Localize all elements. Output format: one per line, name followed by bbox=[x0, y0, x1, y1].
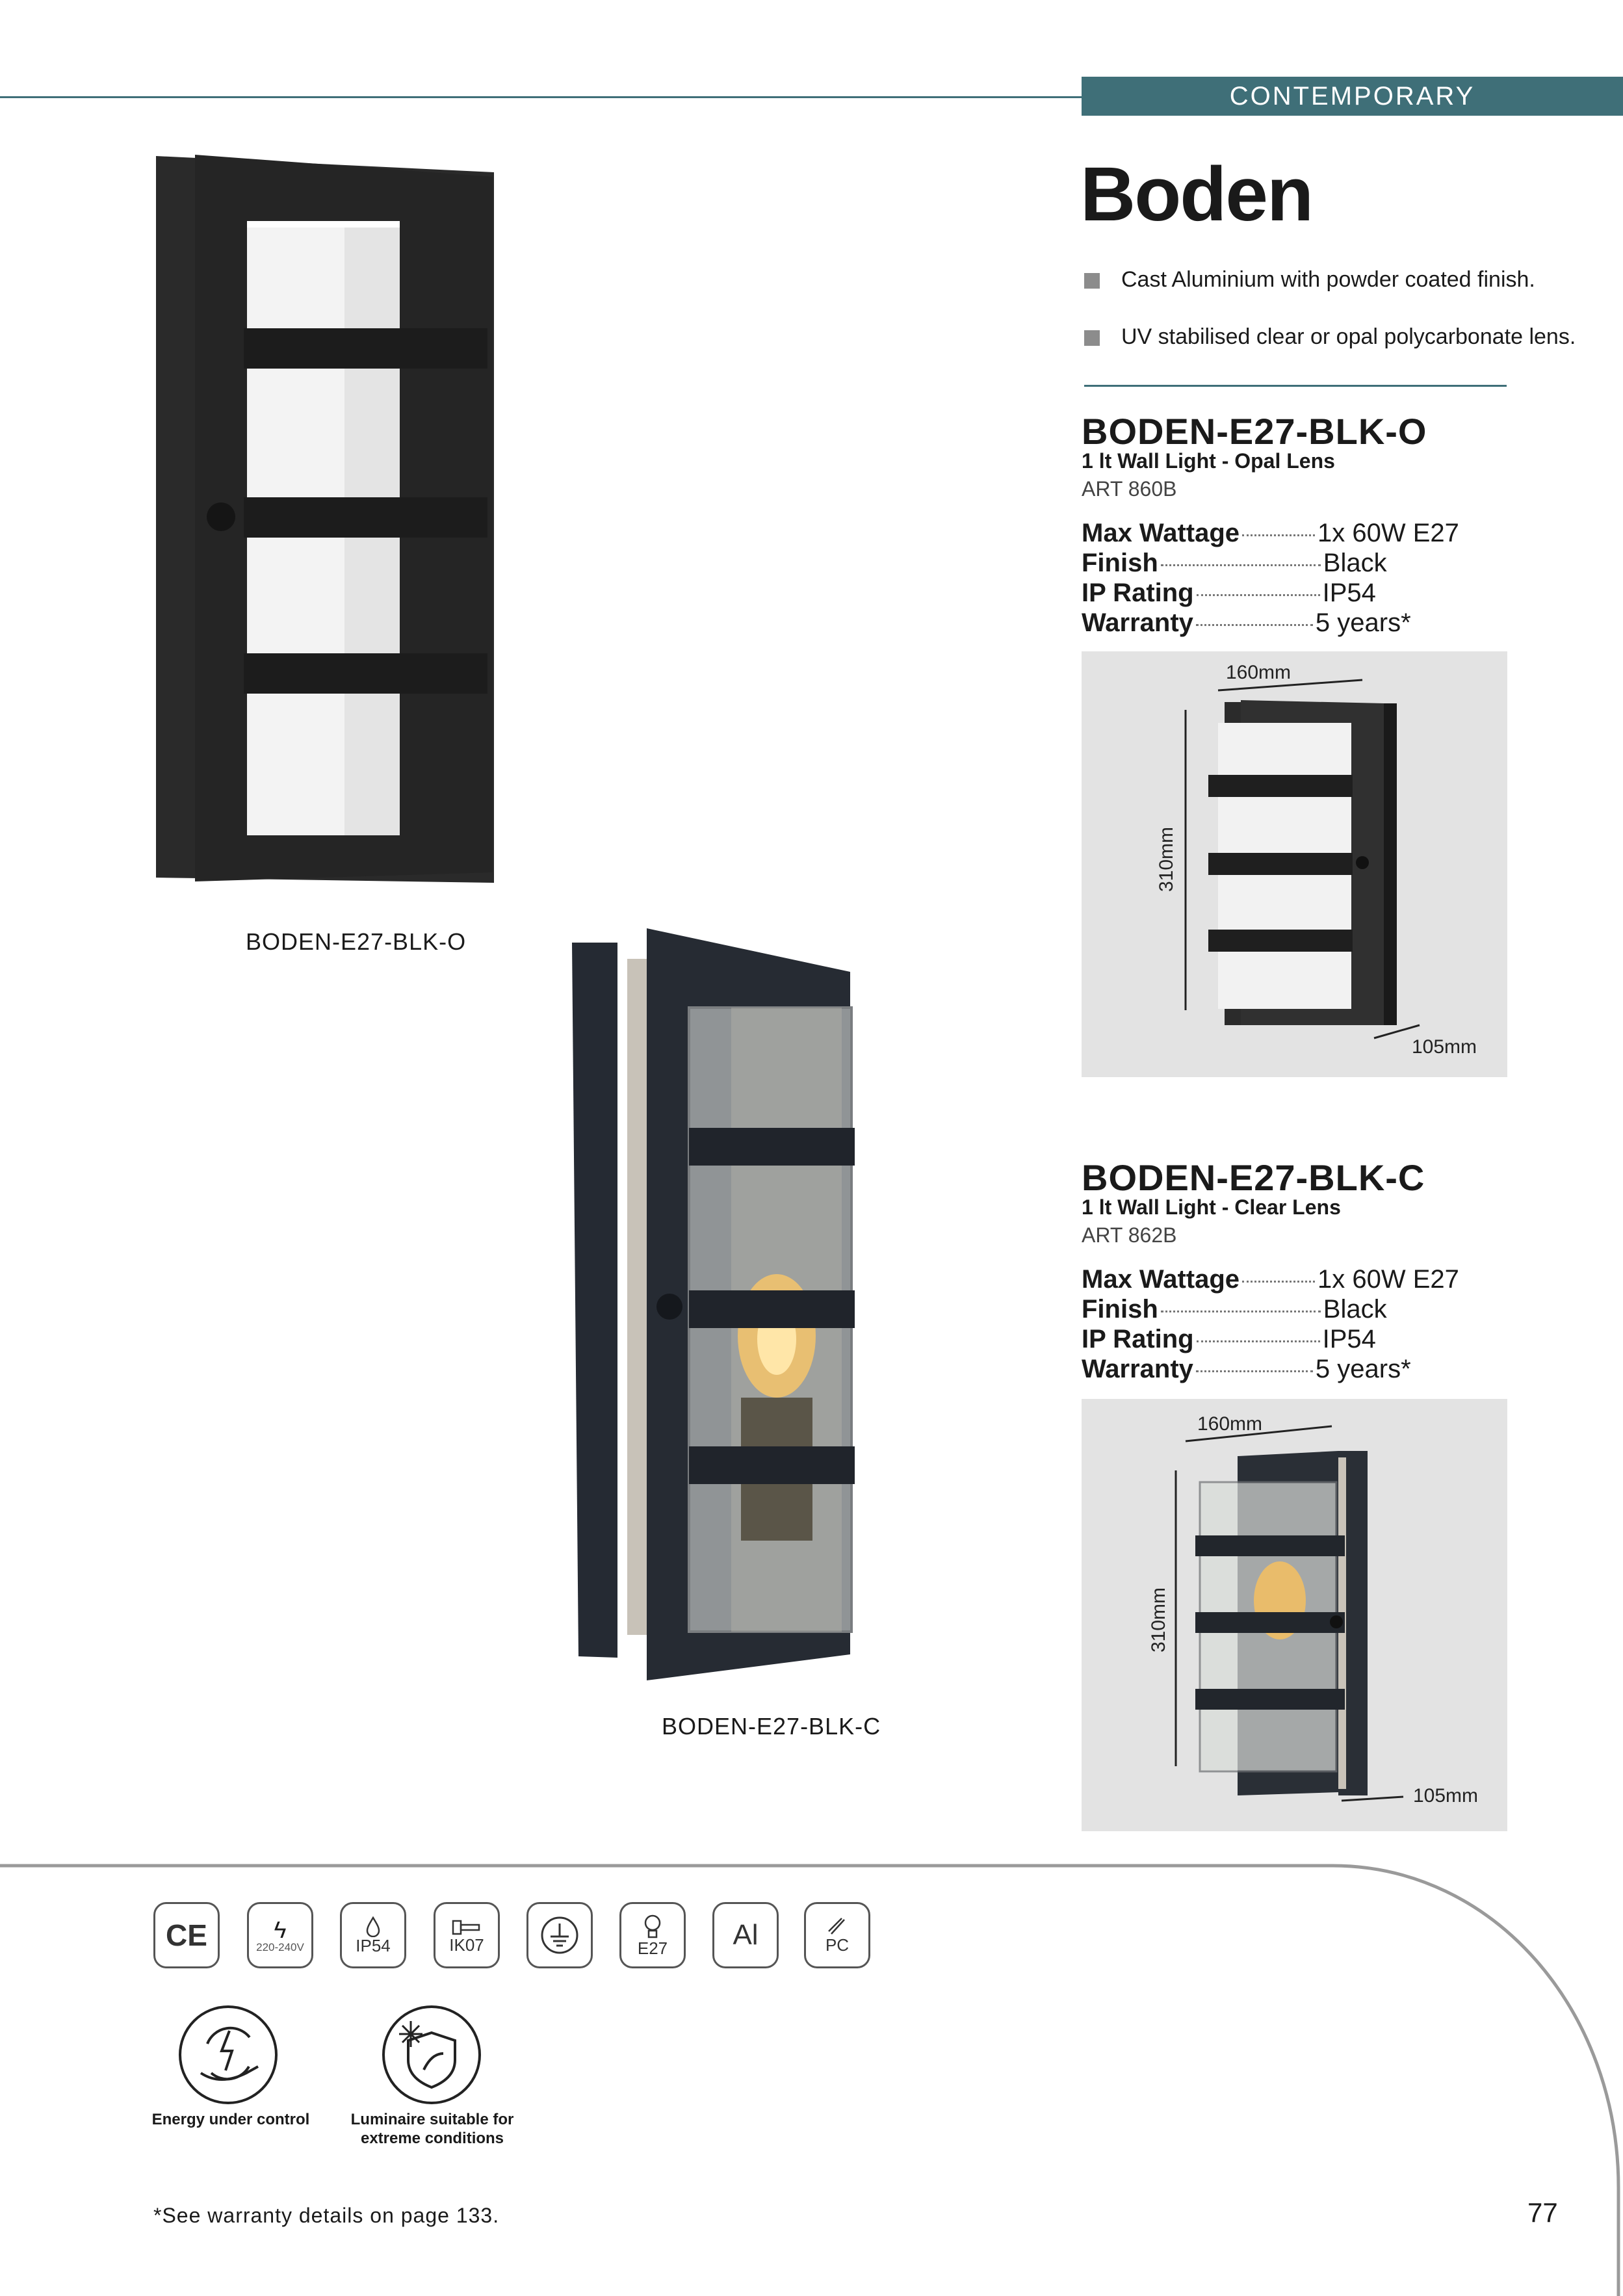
variant-subtitle: 1 lt Wall Light - Clear Lens bbox=[1082, 1195, 1341, 1219]
feature-bullet bbox=[1084, 267, 1604, 293]
product-photo-clear bbox=[565, 923, 955, 1690]
feature-label: Luminaire suitable for extreme conditions bbox=[350, 2111, 514, 2147]
variant-code: BODEN-E27-BLK-O bbox=[1082, 411, 1427, 452]
snowflake-shield-icon bbox=[382, 2005, 481, 2104]
feature-label: Energy under control bbox=[151, 2111, 310, 2128]
dimension-height: 310mm bbox=[1156, 826, 1177, 892]
spec-table bbox=[1082, 518, 1459, 638]
hammer-icon bbox=[452, 1917, 482, 1937]
feature-bullet bbox=[1084, 324, 1604, 350]
cert-earth-ground-icon bbox=[526, 1902, 593, 1968]
leader-dots bbox=[1197, 594, 1320, 596]
leader-dots bbox=[1161, 1311, 1321, 1312]
spec-value: Black bbox=[1323, 1295, 1387, 1324]
cert-ce-mark-icon: CE bbox=[153, 1902, 220, 1968]
feature-text: Cast Aluminium with powder coated finish. bbox=[1121, 267, 1535, 292]
variant-art-number: ART 862B bbox=[1082, 1223, 1177, 1247]
bullet-square-icon bbox=[1084, 273, 1100, 289]
spec-value: 5 years* bbox=[1315, 608, 1411, 637]
leader-dots bbox=[1197, 1340, 1320, 1342]
energy-hand-icon bbox=[179, 2005, 278, 2104]
spec-row-ip-rating bbox=[1082, 578, 1446, 608]
lightning-icon: ϟ bbox=[274, 1916, 287, 1943]
page-number: 77 bbox=[1527, 2197, 1558, 2228]
dimension-diagram-opal bbox=[1082, 651, 1507, 1077]
polycarbonate-icon bbox=[827, 1917, 847, 1937]
cert-voltage-icon: ϟ 220-240V bbox=[247, 1902, 313, 1968]
spec-label: Warranty bbox=[1082, 1355, 1193, 1383]
leader-dots bbox=[1242, 1281, 1315, 1283]
earth-ground-icon bbox=[539, 1914, 580, 1956]
bulb-icon bbox=[643, 1914, 662, 1940]
cert-polycarbonate-icon: PC bbox=[804, 1902, 870, 1968]
warranty-footnote: *See warranty details on page 133. bbox=[153, 2204, 500, 2227]
dimension-width: 160mm bbox=[1226, 662, 1292, 683]
spec-label: IP Rating bbox=[1082, 1325, 1194, 1353]
spec-row-warranty bbox=[1082, 608, 1446, 638]
spec-value: 5 years* bbox=[1315, 1355, 1411, 1383]
photo-caption-opal: BODEN-E27-BLK-O bbox=[246, 928, 467, 955]
category-band: CONTEMPORARY bbox=[1082, 77, 1623, 116]
leader-dots bbox=[1242, 534, 1315, 536]
feature-text: UV stabilised clear or opal polycarbonate lens. bbox=[1121, 324, 1576, 349]
spec-label: Finish bbox=[1082, 1295, 1158, 1324]
product-title: Boden bbox=[1080, 151, 1313, 237]
dimension-height: 310mm bbox=[1148, 1587, 1169, 1652]
spec-value: IP54 bbox=[1322, 1325, 1376, 1353]
header-rule bbox=[0, 96, 1082, 98]
variant-art-number: ART 860B bbox=[1082, 477, 1177, 501]
dimension-depth: 105mm bbox=[1413, 1785, 1479, 1807]
photo-caption-clear: BODEN-E27-BLK-C bbox=[662, 1713, 881, 1740]
description-rule bbox=[1084, 385, 1507, 387]
product-photo-opal bbox=[149, 150, 552, 891]
spec-row-finish bbox=[1082, 1294, 1446, 1324]
spec-value: Black bbox=[1323, 549, 1387, 577]
spec-label: IP Rating bbox=[1082, 579, 1194, 607]
cert-bulb-icon: E27 bbox=[619, 1902, 686, 1968]
spec-label: Max Wattage bbox=[1082, 1265, 1240, 1294]
spec-table bbox=[1082, 1264, 1459, 1384]
leader-dots bbox=[1196, 624, 1313, 626]
bullet-square-icon bbox=[1084, 330, 1100, 346]
variant-subtitle: 1 lt Wall Light - Opal Lens bbox=[1082, 449, 1335, 473]
water-drop-icon bbox=[365, 1916, 381, 1937]
spec-row-finish bbox=[1082, 548, 1446, 578]
leader-dots bbox=[1196, 1370, 1313, 1372]
variant-code: BODEN-E27-BLK-C bbox=[1082, 1157, 1425, 1198]
cert-aluminium-icon: Al bbox=[712, 1902, 779, 1968]
spec-label: Max Wattage bbox=[1082, 519, 1240, 547]
spec-row-max-wattage bbox=[1082, 1264, 1459, 1294]
spec-value: IP54 bbox=[1322, 579, 1376, 607]
spec-row-warranty bbox=[1082, 1354, 1446, 1384]
spec-row-max-wattage bbox=[1082, 518, 1459, 548]
cert-water-drop-icon: IP54 bbox=[340, 1902, 406, 1968]
cert-hammer-icon: IK07 bbox=[434, 1902, 500, 1968]
leader-dots bbox=[1161, 564, 1321, 566]
dimension-depth: 105mm bbox=[1412, 1036, 1477, 1058]
spec-value: 1x 60W E27 bbox=[1318, 1265, 1459, 1294]
spec-value: 1x 60W E27 bbox=[1318, 519, 1459, 547]
spec-row-ip-rating bbox=[1082, 1324, 1446, 1354]
spec-label: Finish bbox=[1082, 549, 1158, 577]
dimension-diagram-clear bbox=[1082, 1399, 1507, 1831]
dimension-width: 160mm bbox=[1197, 1413, 1263, 1435]
spec-label: Warranty bbox=[1082, 608, 1193, 637]
